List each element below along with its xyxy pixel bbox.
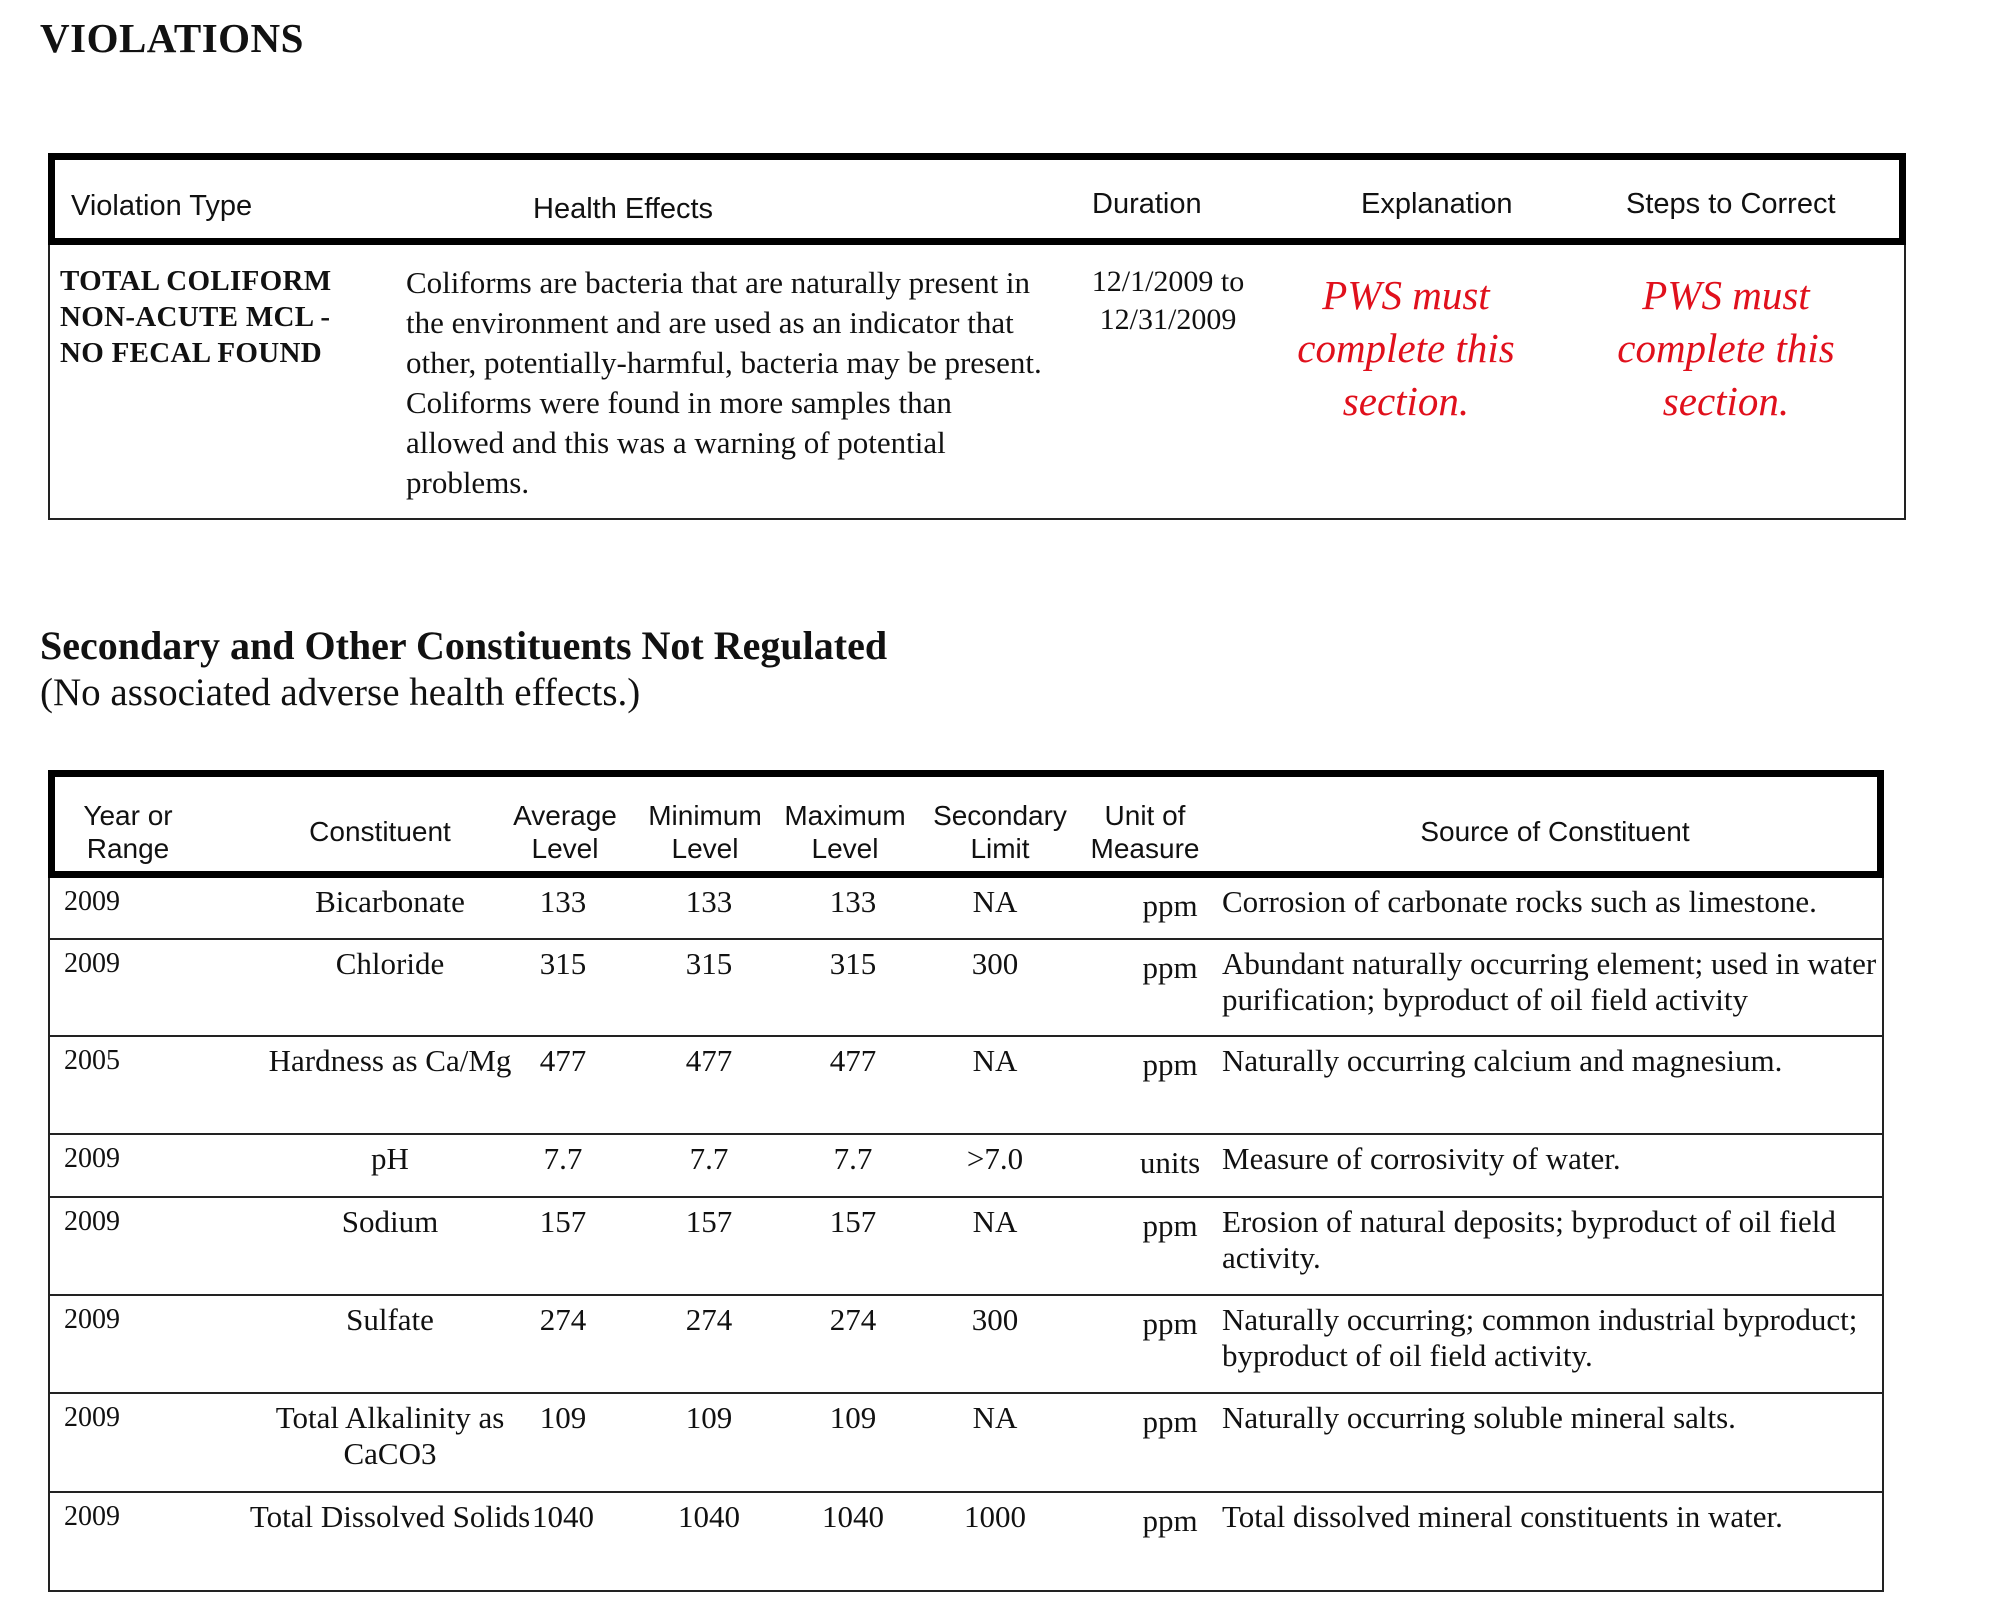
limit-cell: 300 <box>971 1302 1019 1337</box>
header-average: Average Level <box>513 800 617 864</box>
year-cell: 2009 <box>64 948 120 979</box>
source-cell: Naturally occurring calcium and magnesium. <box>1222 1043 1783 1078</box>
limit-cell: NA <box>972 1204 1018 1239</box>
violation-type-cell: TOTAL COLIFORM NON-ACUTE MCL - NO FECAL FOUND <box>60 265 332 369</box>
minimum-cell: 133 <box>685 884 733 919</box>
constituents-table <box>48 770 1884 1593</box>
maximum-cell: 1040 <box>822 1499 884 1534</box>
constituent-cell: Sodium <box>341 1204 439 1239</box>
constituent-cell: Total Dissolved Solids <box>249 1499 531 1534</box>
constituent-cell: pH <box>371 1141 409 1176</box>
average-cell: 7.7 <box>543 1141 583 1176</box>
header-constituent: Constituent <box>309 816 451 847</box>
unit-cell: units <box>1139 1145 1201 1180</box>
header-explanation: Explanation <box>1361 188 1513 220</box>
secondary-heading: Secondary and Other Constituents Not Regulated <box>40 623 888 668</box>
constituent-cell: Chloride <box>335 946 445 981</box>
average-cell: 1040 <box>532 1499 594 1534</box>
limit-cell: 300 <box>971 946 1019 981</box>
constituent-cell: Hardness as Ca/Mg <box>268 1043 512 1078</box>
source-cell: Erosion of natural deposits; byproduct of oil field activity. <box>1222 1204 1836 1275</box>
unit-cell: ppm <box>1142 950 1198 985</box>
limit-cell: NA <box>972 1400 1018 1435</box>
maximum-cell: 109 <box>829 1400 877 1435</box>
minimum-cell: 274 <box>685 1302 733 1337</box>
source-cell: Abundant naturally occurring element; used in water purification; byproduct of oil field activity <box>1222 946 1877 1017</box>
minimum-cell: 1040 <box>678 1499 740 1534</box>
header-duration: Duration <box>1092 188 1202 220</box>
year-cell: 2009 <box>64 1501 120 1532</box>
unit-cell: ppm <box>1142 888 1198 923</box>
header-secondary-limit: Secondary Limit <box>933 800 1067 864</box>
average-cell: 109 <box>539 1400 587 1435</box>
header-steps-to-correct: Steps to Correct <box>1626 188 1836 220</box>
minimum-cell: 7.7 <box>689 1141 729 1176</box>
header-year: Year or Range <box>83 800 173 864</box>
health-effects-cell: Coliforms are bacteria that are naturally present in the environment and are used as an indicator that other, potentially-harmful, bacteria may be present. Coliforms were found in more samples than allowed and this was a warning of potential problems. <box>406 265 1042 500</box>
limit-cell: NA <box>972 1043 1018 1078</box>
header-unit: Unit of Measure <box>1090 800 1200 864</box>
constituent-cell: Total Alkalinity as CaCO3 <box>275 1400 505 1471</box>
table-row <box>48 878 1884 940</box>
constituent-cell: Sulfate <box>346 1302 434 1337</box>
steps-to-correct-cell: PWS must complete this section. <box>1617 272 1835 424</box>
source-cell: Measure of corrosivity of water. <box>1222 1141 1621 1176</box>
year-cell: 2009 <box>64 1206 120 1237</box>
minimum-cell: 315 <box>685 946 733 981</box>
average-cell: 157 <box>539 1204 587 1239</box>
unit-cell: ppm <box>1142 1306 1198 1341</box>
table-row <box>48 1296 1884 1394</box>
maximum-cell: 7.7 <box>833 1141 873 1176</box>
maximum-cell: 274 <box>829 1302 877 1337</box>
average-cell: 477 <box>539 1043 587 1078</box>
source-cell: Naturally occurring; common industrial byproduct; byproduct of oil field activity. <box>1222 1302 1858 1373</box>
unit-cell: ppm <box>1142 1404 1198 1439</box>
year-cell: 2009 <box>64 1304 120 1335</box>
table-row <box>48 1135 1884 1198</box>
constituents-header-row <box>48 770 1884 878</box>
source-cell: Naturally occurring soluble mineral salts. <box>1222 1400 1736 1435</box>
year-cell: 2005 <box>64 1045 120 1076</box>
maximum-cell: 315 <box>829 946 877 981</box>
header-maximum: Maximum Level <box>784 800 906 864</box>
header-source: Source of Constituent <box>1420 816 1690 847</box>
header-health-effects: Health Effects <box>533 193 714 225</box>
minimum-cell: 157 <box>685 1204 733 1239</box>
header-violation-type: Violation Type <box>71 190 253 222</box>
table-row <box>48 1198 1884 1296</box>
unit-cell: ppm <box>1142 1503 1198 1538</box>
unit-cell: ppm <box>1142 1047 1198 1082</box>
constituent-cell: Bicarbonate <box>315 884 465 919</box>
violations-table <box>48 153 1906 520</box>
average-cell: 133 <box>539 884 587 919</box>
minimum-cell: 477 <box>685 1043 733 1078</box>
year-cell: 2009 <box>64 886 120 917</box>
limit-cell: NA <box>972 884 1018 919</box>
maximum-cell: 133 <box>829 884 877 919</box>
source-cell: Corrosion of carbonate rocks such as limestone. <box>1222 884 1817 919</box>
maximum-cell: 477 <box>829 1043 877 1078</box>
unit-cell: ppm <box>1142 1208 1198 1243</box>
table-row <box>48 1493 1884 1592</box>
average-cell: 274 <box>539 1302 587 1337</box>
table-row <box>48 1037 1884 1135</box>
table-row <box>48 940 1884 1037</box>
average-cell: 315 <box>539 946 587 981</box>
secondary-subheading: (No associated adverse health effects.) <box>40 671 641 714</box>
limit-cell: 1000 <box>964 1499 1026 1534</box>
violations-heading: VIOLATIONS <box>40 15 304 61</box>
violations-header-row <box>48 153 1906 245</box>
minimum-cell: 109 <box>685 1400 733 1435</box>
year-cell: 2009 <box>64 1402 120 1433</box>
explanation-cell: PWS must complete this section. <box>1297 272 1515 424</box>
violations-row <box>48 245 1906 520</box>
limit-cell: >7.0 <box>966 1141 1024 1176</box>
duration-cell: 12/1/2009 to 12/31/2009 <box>1091 265 1245 336</box>
table-row <box>48 1394 1884 1493</box>
header-minimum: Minimum Level <box>648 800 762 864</box>
source-cell: Total dissolved mineral constituents in water. <box>1222 1499 1783 1534</box>
maximum-cell: 157 <box>829 1204 877 1239</box>
year-cell: 2009 <box>64 1143 120 1174</box>
